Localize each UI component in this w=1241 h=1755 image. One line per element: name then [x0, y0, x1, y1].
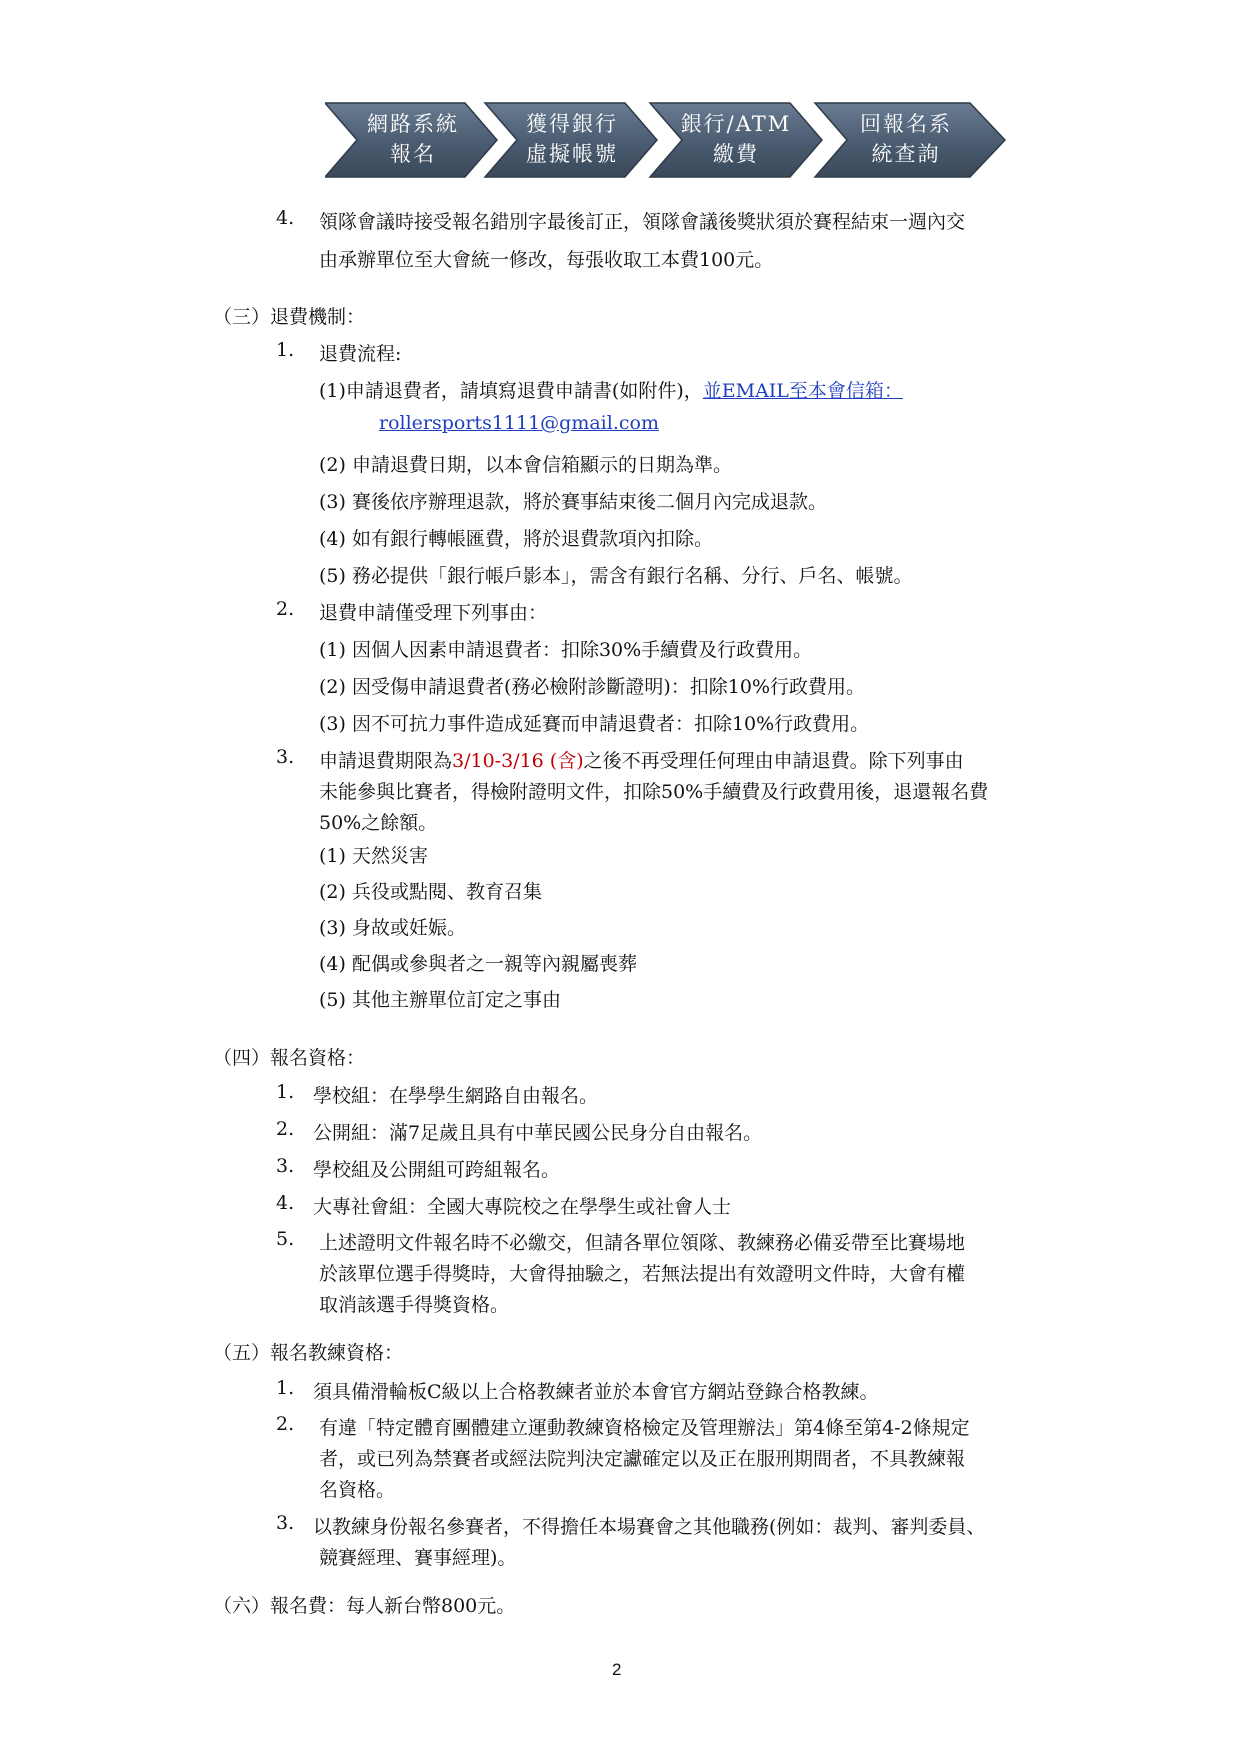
s3-i3-post: 之後不再受理任何理由申請退費。除下列事由 [583, 750, 964, 772]
flow-step-3-line2: 繳費 [713, 142, 759, 166]
email-address-link[interactable]: rollersports1111@gmail.com [379, 412, 659, 434]
s3-i2-num: 2. [276, 598, 295, 620]
page-number: 2 [612, 1660, 622, 1679]
s3-i3-p2: (2) 兵役或點閱、教育召集 [319, 881, 542, 903]
flow-step-4-line1: 回報名系 [860, 112, 952, 136]
s3-i3-num: 3. [276, 746, 295, 768]
flow-step-2 [512, 109, 632, 171]
s5-i3-line2: 競賽經理、賽事經理)。 [319, 1547, 517, 1569]
s2-item4-line1: 領隊會議時接受報名錯別字最後訂正，領隊會議後獎狀須於賽程結束一週內交 [319, 211, 966, 233]
s3-heading: （三）退費機制： [213, 306, 366, 328]
s2-item4-num: 4. [276, 207, 295, 229]
s5-heading: （五）報名教練資格： [213, 1342, 404, 1364]
s3-i3-p1: (1) 天然災害 [319, 845, 428, 867]
s3-i1-p2: (2) 申請退費日期，以本會信箱顯示的日期為準。 [319, 454, 732, 476]
s3-i1-p1 [319, 376, 903, 403]
s4-i4-text: 大專社會組：全國大專院校之在學學生或社會人士 [313, 1196, 732, 1218]
s3-i3-line3: 50%之餘額。 [319, 812, 438, 834]
flow-step-1-line2: 報名 [390, 142, 436, 166]
flow-step-2-line2: 虛擬帳號 [526, 142, 618, 166]
s3-i3-line1 [319, 746, 964, 773]
s3-i2-p3: (3) 因不可抗力事件造成延賽而申請退費者：扣除10%行政費用。 [319, 713, 870, 735]
s3-i3-pre: 申請退費期限為 [319, 750, 453, 772]
s3-i1-p5: (5) 務必提供「銀行帳戶影本」，需含有銀行名稱、分行、戶名、帳號。 [319, 565, 913, 587]
flow-step-4-line2: 統查詢 [871, 142, 941, 166]
s3-i3-p5: (5) 其他主辦單位訂定之事由 [319, 989, 561, 1011]
flow-step-1-line1: 網路系統 [367, 112, 459, 136]
s5-i2-line3: 名資格。 [319, 1479, 396, 1501]
s4-i1-num: 1. [276, 1081, 295, 1103]
s3-i1-p4: (4) 如有銀行轉帳匯費，將於退費款項內扣除。 [319, 528, 713, 550]
s2-item4-line2: 由承辦單位至大會統一修改，每張收取工本費100元。 [319, 249, 774, 271]
s3-i1-label: 退費流程: [319, 343, 402, 365]
s6-heading: （六）報名費：每人新台幣800元。 [213, 1595, 516, 1617]
s5-i2-line1: 有違「特定體育團體建立運動教練資格檢定及管理辦法」第4條至第4-2條規定 [319, 1417, 970, 1439]
flow-step-3-line1: 銀行/ATM [680, 112, 792, 136]
s3-i3-p3: (3) 身故或妊娠。 [319, 917, 466, 939]
s3-i2-p1: (1) 因個人因素申請退費者：扣除30%手續費及行政費用。 [319, 639, 813, 661]
s3-i1-num: 1. [276, 339, 295, 361]
s5-i2-line2: 者，或已列為禁賽者或經法院判決定讞確定以及正在服刑期間者，不具教練報 [319, 1448, 966, 1470]
s4-i5-line3: 取消該選手得獎資格。 [319, 1294, 510, 1316]
s4-i3-num: 3. [276, 1155, 295, 1177]
flow-step-3 [676, 109, 796, 171]
flow-step-2-line1: 獲得銀行 [526, 112, 618, 136]
s4-i5-num: 5. [276, 1228, 295, 1250]
s4-i1-text: 學校組：在學學生網路自由報名。 [313, 1085, 599, 1107]
s4-i4-num: 4. [276, 1192, 295, 1214]
s5-i3-line1: 以教練身份報名參賽者，不得擔任本場賽會之其他職務(例如：裁判、審判委員、 [313, 1516, 986, 1538]
refund-deadline: 3/10-3/16 (含) [452, 750, 584, 772]
s3-i2-p2: (2) 因受傷申請退費者(務必檢附診斷證明)：扣除10%行政費用。 [319, 676, 866, 698]
s4-heading: （四）報名資格： [213, 1047, 366, 1069]
s5-i2-num: 2. [276, 1413, 295, 1435]
registration-flowchart [325, 99, 1015, 181]
flow-step-4 [846, 109, 966, 171]
s3-i1-p1-num: (1) [319, 380, 346, 402]
email-link-label[interactable]: 並EMAIL至本會信箱： [702, 380, 903, 402]
s3-i3-p4: (4) 配偶或參與者之一親等內親屬喪葬 [319, 953, 637, 975]
flow-step-1 [353, 109, 473, 171]
s3-i3-line2: 未能參與比賽者，得檢附證明文件，扣除50%手續費及行政費用後，退還報名費 [319, 781, 989, 803]
s3-i1-p3: (3) 賽後依序辦理退款，將於賽事結束後二個月內完成退款。 [319, 491, 827, 513]
s4-i3-text: 學校組及公開組可跨組報名。 [313, 1159, 561, 1181]
s3-i2-label: 退費申請僅受理下列事由： [319, 602, 548, 624]
s4-i2-text: 公開組：滿7足歲且具有中華民國公民身分自由報名。 [313, 1122, 763, 1144]
s3-i1-p1-text: 申請退費者，請填寫退費申請書(如附件)， [345, 380, 703, 402]
s4-i5-line2: 於該單位選手得獎時，大會得抽驗之，若無法提出有效證明文件時，大會有權 [319, 1263, 966, 1285]
s4-i5-line1: 上述證明文件報名時不必繳交，但請各單位領隊、教練務必備妥帶至比賽場地 [319, 1232, 966, 1254]
s5-i1-num: 1. [276, 1377, 295, 1399]
s4-i2-num: 2. [276, 1118, 295, 1140]
s5-i1-text: 須具備滑輪板C級以上合格教練者並於本會官方網站登錄合格教練。 [313, 1381, 879, 1403]
s5-i3-num: 3. [276, 1512, 295, 1534]
